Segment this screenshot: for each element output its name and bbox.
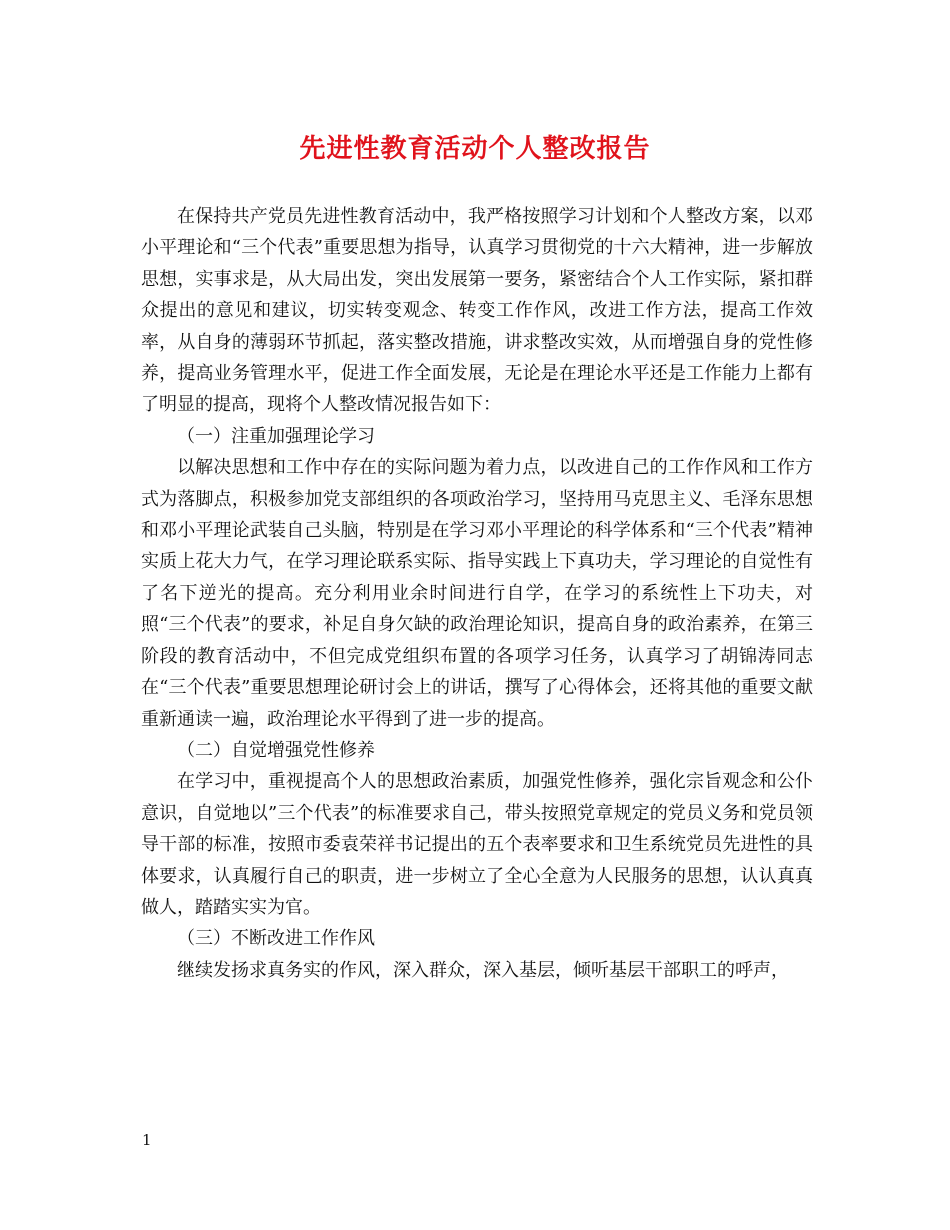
section-heading-2: （二）自觉增强党性修养	[177, 739, 375, 761]
section-heading-3: （三）不断改进工作作风	[177, 928, 375, 950]
document-body	[141, 201, 813, 986]
page-number: 1	[142, 1131, 152, 1149]
intro-paragraph: 在保持共产党员先进性教育活动中，我严格按照学习计划和个人整改方案，以邓小平理论和“三个代表”重要思想为指导，认真学习贯彻党的十六大精神，进一步解放思想，实事求是，从大局出发，突出发展第一要务，紧密结合个人工作实际，紧扣群众提出的意见和建议，切实转变观念、转变工作作风，改进工作方法，提高工作效率，从自身的薄弱环节抓起，落实整改措施，讲求整改实效，从而增强自身的党性修养，提高业务管理水平，促进工作全面发展，无论是在理论水平还是工作能力上都有了明显的提高，现将个人整改情况报告如下：	[141, 206, 813, 416]
document-title: 先进性教育活动个人整改报告	[299, 134, 651, 164]
section-3-paragraph: 继续发扬求真务实的作风，深入群众，深入基层，倾听基层干部职工的呼声，	[177, 959, 789, 981]
section-heading-1: （一）注重加强理论学习	[177, 425, 375, 447]
section-1-paragraph: 以解决思想和工作中存在的实际问题为着力点，以改进自己的工作作风和工作方式为落脚点，积极参加党支部组织的各项政治学习，坚持用马克思主义、毛泽东思想和邓小平理论武装自己头脑，特别是在学习邓小平理论的科学体系和“三个代表”精神实质上花大力气，在学习理论联系实际、指导实践上下真功夫，学习理论的自觉性有了名下逆光的提高。充分利用业余时间进行自学，在学习的系统性上下功夫，对照“三个代表”的要求，补足自身欠缺的政治理论知识，提高自身的政治素养，在第三阶段的教育活动中，不但完成党组织布置的各项学习任务，认真学习了胡锦涛同志在“三个代表”重要思想理论研讨会上的讲话，撰写了心得体会，还将其他的重要文献重新通读一遍，政治理论水平得到了进一步的提高。	[141, 457, 813, 730]
section-2-paragraph: 在学习中，重视提高个人的思想政治素质，加强党性修养，强化宗旨观念和公仆意识，自觉地以”三个代表”的标准要求自己，带头按照党章规定的党员义务和党员领导干部的标准，按照市委袁荣祥书记提出的五个表率要求和卫生系统党员先进性的具体要求，认真履行自己的职责，进一步树立了全心全意为人民服务的思想，认认真真做人，踏踏实实为官。	[141, 771, 813, 918]
